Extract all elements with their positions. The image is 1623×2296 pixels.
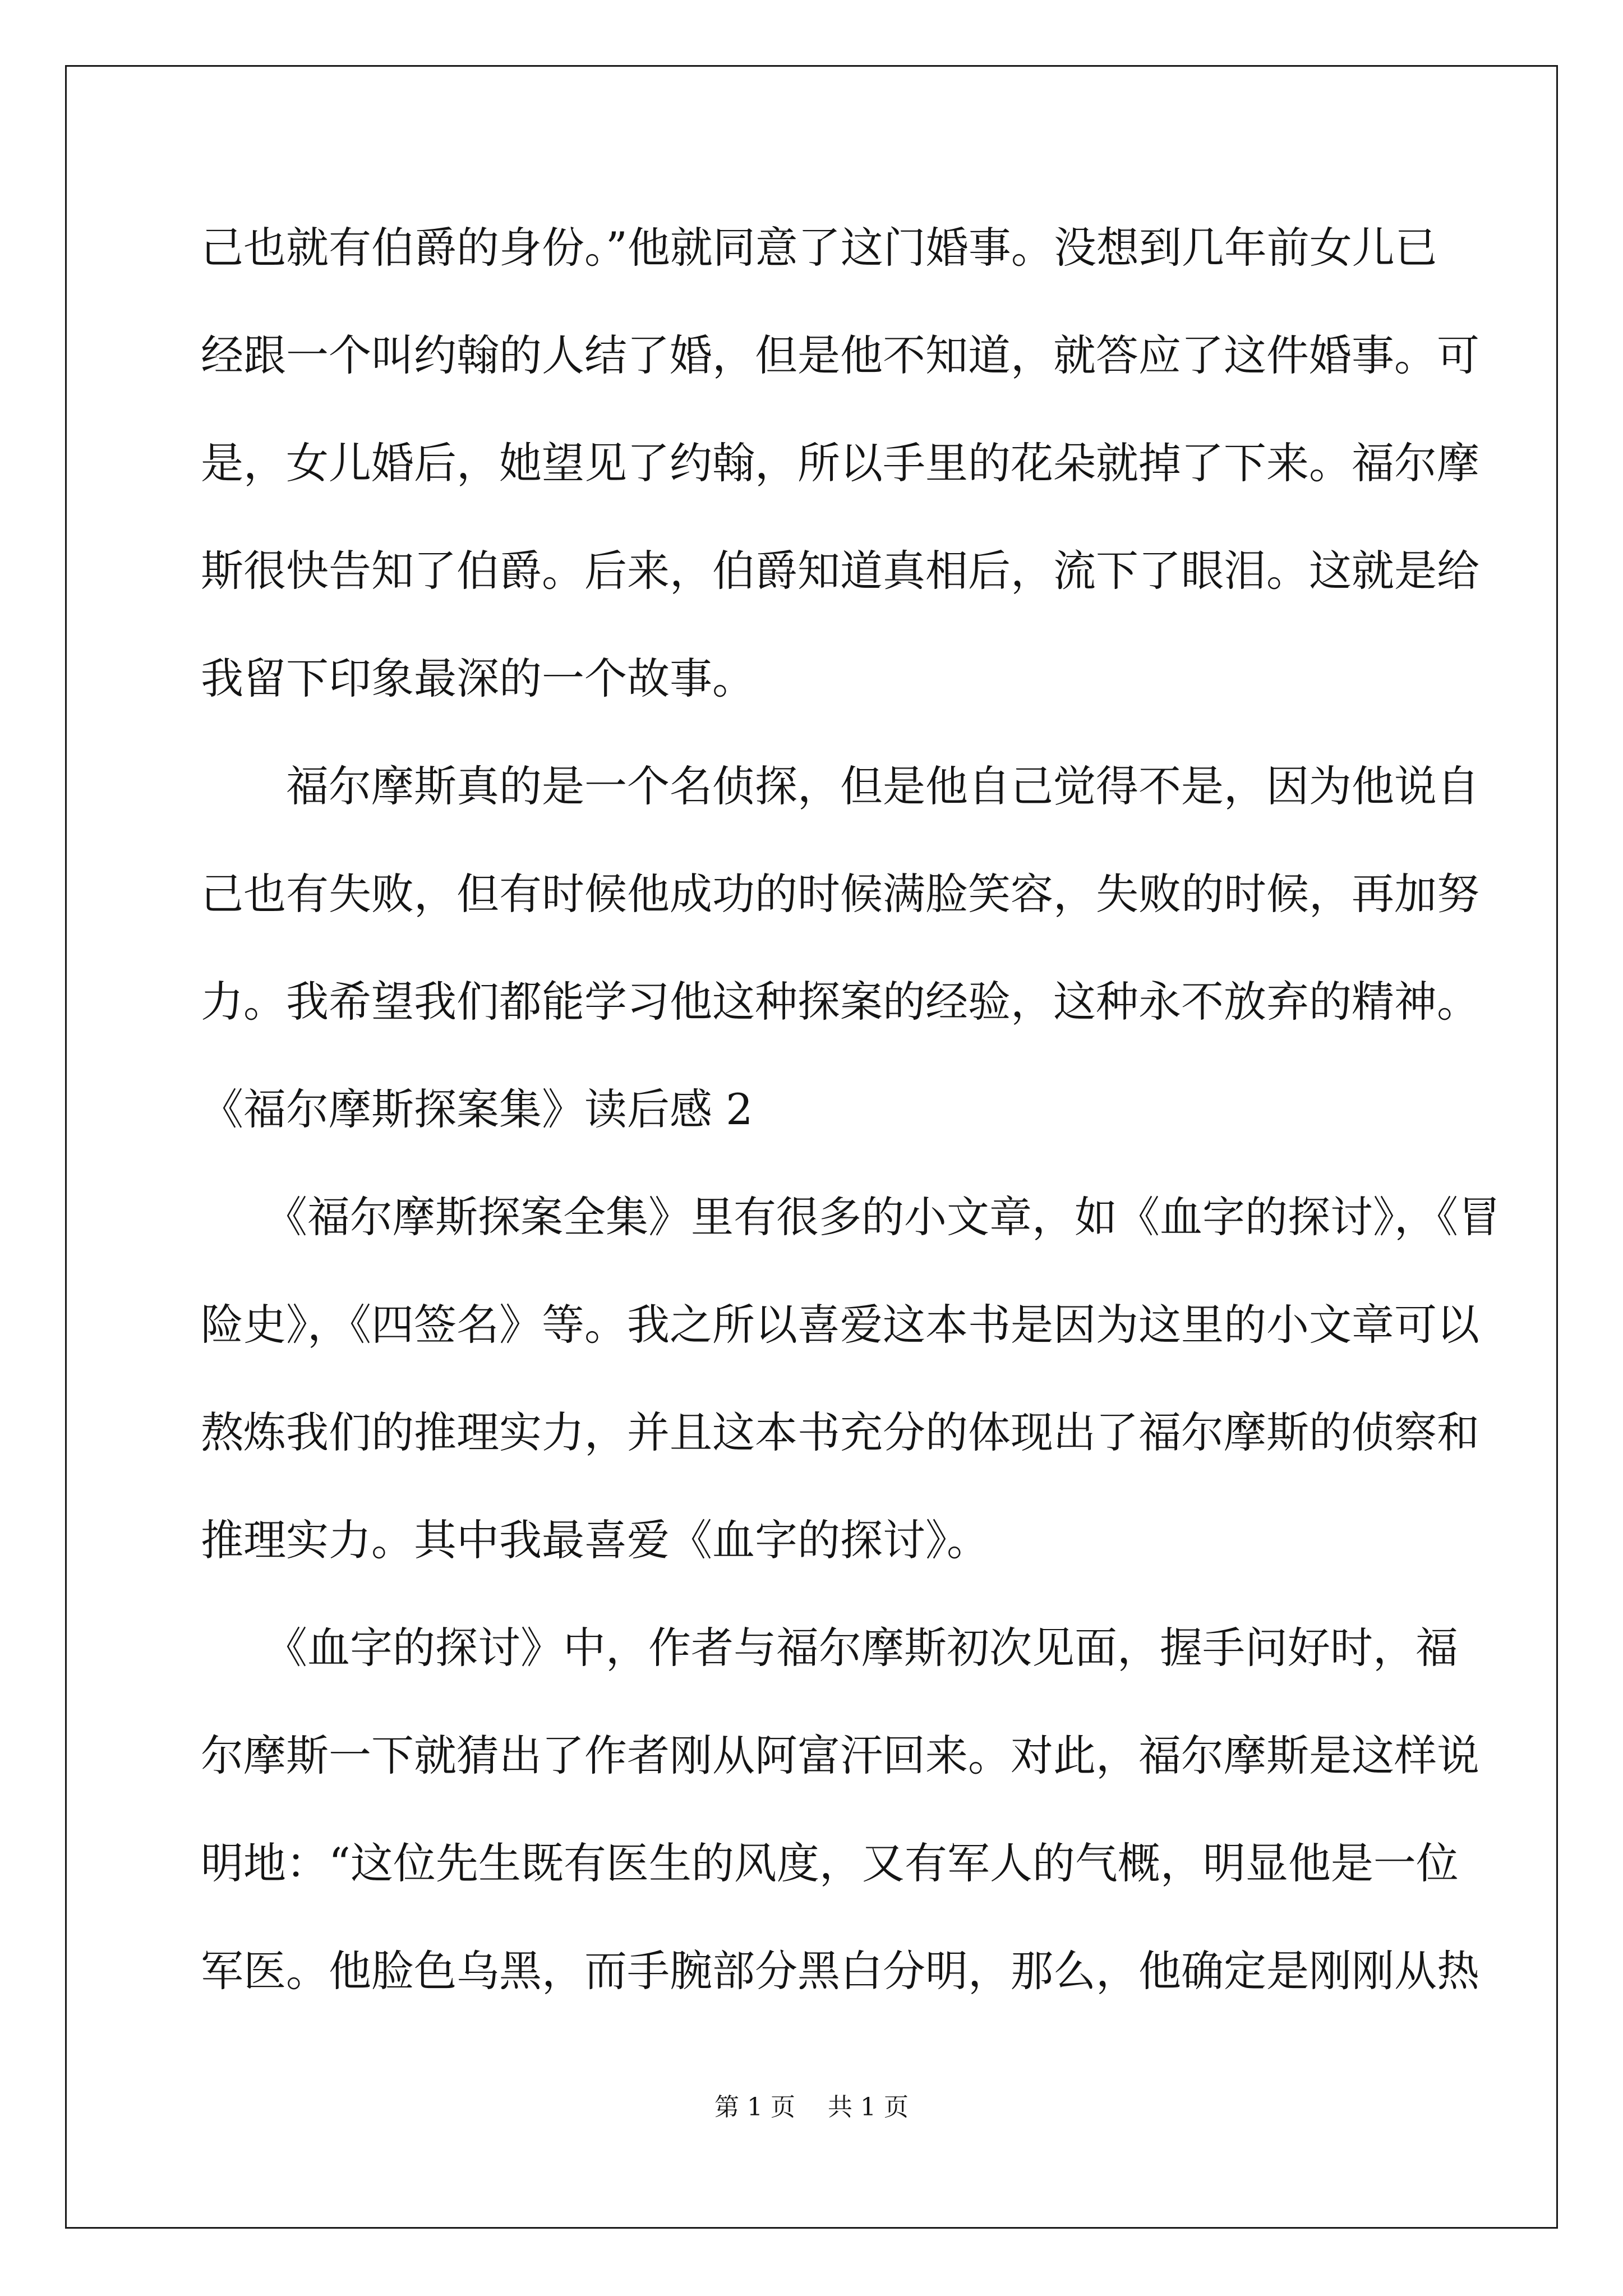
body-line-5: 我留下印象最深的一个故事。 (201, 654, 755, 703)
page-border (65, 65, 1558, 2229)
body-line-11: 险史》，《四签名》等。我之所以喜爱这本书是因为这里的小文章可以 (201, 1300, 1479, 1350)
body-line-1: 己也就有伯爵的身份。”他就同意了这门婚事。没想到几年前女儿已 (201, 223, 1437, 273)
body-line-14: 《血字的探讨》中，作者与福尔摩斯初次见面，握手问好时，福 (201, 1623, 1458, 1673)
body-line-2: 经跟一个叫约翰的人结了婚，但是他不知道，就答应了这件婚事。可 (201, 330, 1479, 380)
section-heading: 《福尔摩斯探案集》读后感 2 (201, 1084, 753, 1134)
body-line-6: 福尔摩斯真的是一个名侦探，但是他自己觉得不是，因为他说自 (201, 761, 1479, 811)
body-line-12: 熬炼我们的推理实力，并且这本书充分的体现出了福尔摩斯的侦察和 (201, 1407, 1479, 1457)
body-line-15: 尔摩斯一下就猜出了作者刚从阿富汗回来。对此，福尔摩斯是这样说 (201, 1731, 1479, 1780)
body-line-8: 力。我希望我们都能学习他这种探案的经验，这种永不放弃的精神。 (201, 977, 1479, 1027)
body-line-4: 斯很快告知了伯爵。后来，伯爵知道真相后，流下了眼泪。这就是给 (201, 546, 1479, 596)
page-number-footer: 第 1 页 共 1 页 (714, 2093, 909, 2122)
body-line-16: 明地：“这位先生既有医生的风度，又有军人的气概，明显他是一位 (201, 1838, 1459, 1888)
body-line-7: 己也有失败，但有时候他成功的时候满脸笑容，失败的时候，再加努 (201, 869, 1479, 919)
body-line-13: 推理实力。其中我最喜爱《血字的探讨》。 (201, 1515, 989, 1565)
body-line-17: 军医。他脸色乌黑，而手腕部分黑白分明，那么，他确定是刚刚从热 (201, 1946, 1479, 1996)
body-line-10: 《福尔摩斯探案全集》里有很多的小文章，如《血字的探讨》，《冒 (201, 1192, 1501, 1242)
body-line-3: 是，女儿婚后，她望见了约翰，所以手里的花朵就掉了下来。福尔摩 (201, 438, 1479, 488)
